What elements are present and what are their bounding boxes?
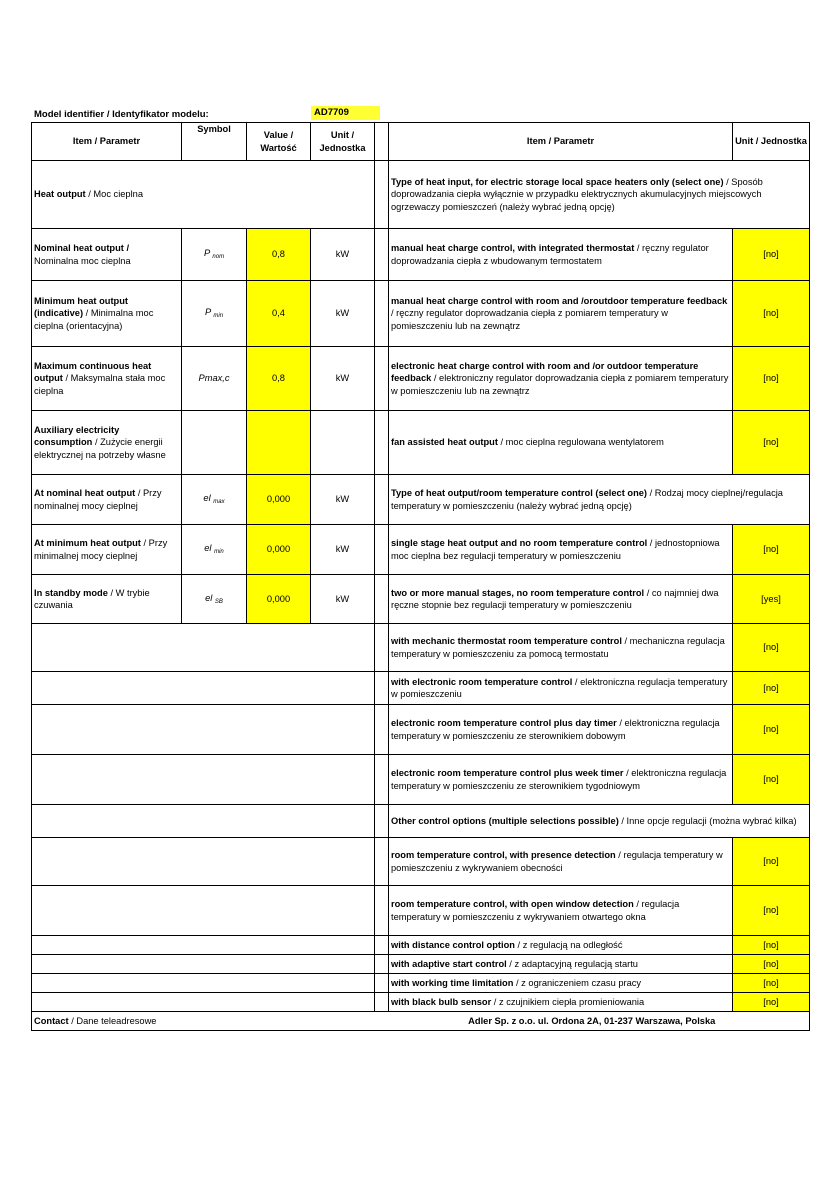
table-row (32, 229, 810, 281)
table-row (32, 347, 810, 411)
option-label-pl: / ręczny regulator doprowadzania ciepła z pomiarem temperatury w pomieszczeniu lub na zewnątrz (391, 308, 668, 331)
at-minimum-symbol: el (204, 543, 212, 554)
option-value: [no] (733, 886, 810, 936)
option-label: manual heat charge control with room and /oroutdoor temperature feedback (391, 296, 728, 307)
standby-symbol-sub: SB (214, 598, 223, 605)
at-minimum-value: 0,000 (247, 525, 311, 575)
table-row (32, 161, 810, 229)
model-identifier-label: Model identifier / Identyfikator modelu: (34, 109, 209, 120)
table-header-row (32, 123, 810, 161)
contact-label-pl: / Dane teleadresowe (68, 1015, 157, 1026)
table-row (32, 705, 810, 755)
option-label: with adaptive start control (391, 958, 507, 969)
maximum-value: 0,8 (247, 347, 311, 411)
table-row (32, 672, 810, 705)
option-value: [no] (733, 347, 810, 411)
option-value: [no] (733, 672, 810, 705)
maximum-symbol: Pmax,c (182, 347, 247, 411)
option-label: room temperature control, with open window detection (391, 899, 634, 910)
nominal-unit: kW (311, 229, 375, 281)
option-value: [no] (733, 281, 810, 347)
maximum-label: Maximum continuous heat output (34, 361, 152, 384)
table-row (32, 575, 810, 624)
option-value: [no] (733, 624, 810, 672)
option-value: [no] (733, 955, 810, 974)
option-label-pl: / elektroniczna regulacja temperatury w pomieszczeniu ze sterownikiem tygodniowym (391, 768, 727, 791)
option-label: with black bulb sensor (391, 996, 492, 1007)
type-control-heading-pl: / Rodzaj mocy cieplnej/regulacja temperatury w pomieszczeniu (należy wybrać jedną opcję) (391, 488, 783, 511)
nominal-symbol: P (203, 248, 210, 259)
contact-value: Adler Sp. z o.o. ul. Ordona 2A, 01-237 Warszawa, Polska (468, 1015, 716, 1026)
product-information-table (31, 122, 810, 1031)
at-nominal-unit: kW (311, 475, 375, 525)
auxiliary-label-pl: / Zużycie energii elektrycznej na potrzeby własne (34, 437, 166, 460)
minimum-value: 0,4 (247, 281, 311, 347)
option-label: electronic heat charge control with room and /or outdoor temperature feedback (391, 361, 699, 384)
table-row (32, 886, 810, 936)
option-value: [no] (733, 229, 810, 281)
other-options-heading: Other control options (multiple selections possible) (391, 815, 619, 826)
option-label-pl: / z czujnikiem ciepła promieniowania (491, 996, 645, 1007)
table-row (32, 838, 810, 886)
at-nominal-value: 0,000 (247, 475, 311, 525)
option-label-pl: / moc cieplna regulowana wentylatorem (497, 437, 664, 448)
option-label-pl: / elektroniczna regulacja temperatury w pomieszczeniu ze sterownikiem dobowym (391, 718, 720, 741)
standby-unit: kW (311, 575, 375, 624)
table-row (32, 281, 810, 347)
option-label-pl: / z ograniczeniem czasu pracy (513, 977, 642, 988)
option-value: [yes] (733, 575, 810, 624)
at-nominal-label: At nominal heat output (34, 488, 136, 499)
type-input-heading: Type of heat input, for electric storage local space heaters only (select one) (391, 177, 724, 188)
header-value: Value / Wartość (260, 130, 297, 153)
table-row (32, 525, 810, 575)
other-options-heading-pl: / Inne opcje regulacji (można wybrać kilka) (618, 815, 797, 826)
option-value: [no] (733, 705, 810, 755)
header-symbol: Symbol (197, 124, 231, 134)
model-identifier-value: AD7709 (311, 106, 380, 120)
contact-label: Contact (34, 1015, 69, 1026)
header-item-right: Item / Parametr (526, 136, 595, 147)
option-label: electronic room temperature control plus day timer (391, 718, 617, 729)
header-unit: Unit / Jednostka (319, 130, 366, 153)
table-row (32, 974, 810, 993)
table-row (32, 993, 810, 1012)
auxiliary-label: Auxiliary electricity consumption (34, 425, 120, 448)
maximum-unit: kW (311, 347, 375, 411)
table-row (32, 475, 810, 525)
option-value: [no] (733, 936, 810, 955)
option-value: [no] (733, 838, 810, 886)
minimum-unit: kW (311, 281, 375, 347)
table-row (32, 955, 810, 974)
option-label-pl: / jednostopniowa moc cieplna bez regulacji temperatury w pomieszczeniu (391, 538, 720, 561)
type-input-heading-pl: / Sposób doprowadzania ciepła wyłącznie w przypadku elektrycznych akumulacyjnych miejscowych ogrzewaczy pomieszczeń (należy wybrać jedną opcję) (391, 177, 763, 212)
at-nominal-label-pl: / Przy nominalnej mocy cieplnej (34, 488, 162, 511)
option-value: [no] (733, 993, 810, 1012)
option-label-pl: / regulacja temperatury w pomieszczeniu z wykrywaniem otwartego okna (391, 899, 680, 922)
minimum-symbol-sub: min (213, 313, 224, 320)
option-label-pl: / elektroniczna regulacja temperatury w pomieszczeniu (391, 676, 728, 699)
option-label: with electronic room temperature control (391, 676, 573, 687)
option-label: two or more manual stages, no room temperature control (391, 587, 645, 598)
option-label: with mechanic thermostat room temperature control (391, 636, 622, 647)
standby-label: In standby mode (34, 587, 108, 598)
table-row (32, 411, 810, 475)
option-label-pl: / regulacja temperatury w pomieszczeniu z wykrywaniem obecności (391, 850, 723, 873)
at-minimum-label: At minimum heat output (34, 538, 141, 549)
maximum-label-pl: / Maksymalna stała moc cieplna (34, 373, 166, 396)
option-value: [no] (733, 974, 810, 993)
option-label: manual heat charge control, with integrated thermostat (391, 243, 635, 254)
contact-row (32, 1012, 810, 1031)
header-unit-right: Unit / Jednostka (735, 136, 807, 147)
auxiliary-value (247, 411, 311, 475)
type-control-heading: Type of heat output/room temperature control (select one) (391, 488, 648, 499)
option-label: with distance control option (391, 939, 515, 950)
minimum-symbol: P (204, 307, 211, 318)
table-row (32, 624, 810, 672)
option-label: electronic room temperature control plus week timer (391, 768, 624, 779)
table-row (32, 755, 810, 805)
at-nominal-symbol: el (203, 493, 211, 504)
heat-output-label-pl: / Moc cieplna (85, 189, 144, 200)
standby-symbol: el (205, 592, 213, 603)
option-label: with working time limitation (391, 977, 514, 988)
nominal-value: 0,8 (247, 229, 311, 281)
standby-value: 0,000 (247, 575, 311, 624)
standby-label-pl: / W trybie czuwania (34, 587, 150, 610)
option-label-pl: / z regulacją na odległość (514, 939, 623, 950)
table-row (32, 805, 810, 838)
option-label-pl: / mechaniczna regulacja temperatury w pomieszczeniu za pomocą termostatu (391, 636, 725, 659)
at-minimum-label-pl: / Przy minimalnej mocy cieplnej (34, 538, 168, 561)
at-minimum-symbol-sub: min (214, 549, 224, 556)
option-label: room temperature control, with presence detection (391, 850, 616, 861)
minimum-label: Minimum heat output (indicative) (34, 296, 128, 319)
option-value: [no] (733, 411, 810, 475)
option-label-pl: / elektroniczny regulator doprowadzania ciepła z pomiarem temperatury w pomieszczeniu lub na zewnątrz (391, 373, 729, 396)
option-label: single stage heat output and no room temperature control (391, 538, 648, 549)
at-nominal-symbol-sub: max (213, 499, 225, 506)
heat-output-label: Heat output (34, 189, 86, 200)
option-label-pl: / co najmniej dwa ręczne stopnie bez regulacji temperatury w pomieszczeniu (391, 587, 719, 610)
minimum-label-pl: / Minimalna moc cieplna (orientacyjna) (34, 308, 154, 331)
nominal-symbol-sub: nom (212, 254, 225, 261)
at-minimum-unit: kW (311, 525, 375, 575)
nominal-label-pl: Nominalna moc cieplna (34, 255, 131, 266)
option-value: [no] (733, 755, 810, 805)
option-label-pl: / z adaptacyjną regulacją startu (506, 958, 638, 969)
header-item: Item / Parametr (72, 136, 141, 147)
option-label: fan assisted heat output (391, 437, 498, 448)
table-row (32, 936, 810, 955)
option-value: [no] (733, 525, 810, 575)
option-label-pl: / ręczny regulator doprowadzania ciepła z wbudowanym termostatem (391, 243, 709, 266)
nominal-label: Nominal heat output / (34, 243, 130, 254)
